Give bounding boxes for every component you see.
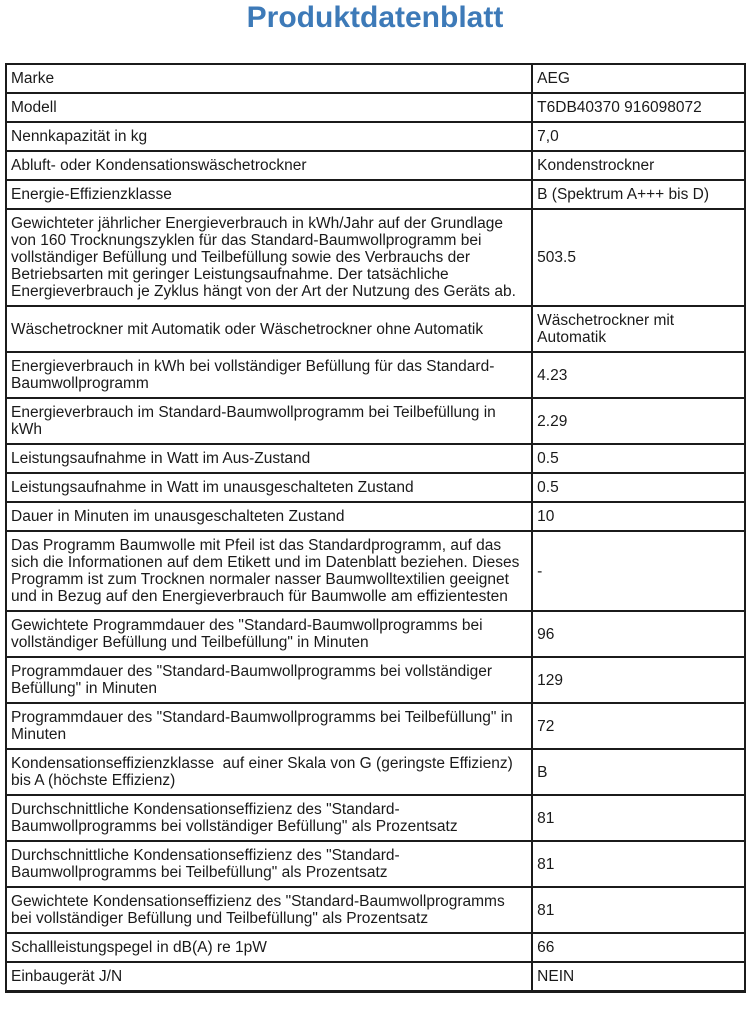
spec-label-cell: Leistungsaufnahme in Watt im unausgeschalteten Zustand <box>6 473 532 502</box>
spec-value-cell: 0.5 <box>532 444 745 473</box>
table-row <box>6 841 745 887</box>
spec-value-cell: AEG <box>532 64 745 93</box>
spec-label-cell: Einbaugerät J/N <box>6 962 532 992</box>
spec-label-cell: Durchschnittliche Kondensationseffizienz des "Standard-Baumwollprogramms bei Teilbefüllung" als Prozentsatz <box>6 841 532 887</box>
spec-value-cell: Wäschetrockner mit Automatik <box>532 306 745 352</box>
spec-value-cell: 4.23 <box>532 352 745 398</box>
table-row <box>6 93 745 122</box>
table-row <box>6 502 745 531</box>
spec-value-cell: 7,0 <box>532 122 745 151</box>
table-row <box>6 64 745 93</box>
table-row <box>6 749 745 795</box>
spec-value-cell: B (Spektrum A+++ bis D) <box>532 180 745 209</box>
spec-value-cell: 81 <box>532 841 745 887</box>
spec-label-cell: Leistungsaufnahme in Watt im Aus-Zustand <box>6 444 532 473</box>
table-row <box>6 122 745 151</box>
spec-value-cell: 81 <box>532 795 745 841</box>
table-row <box>6 151 745 180</box>
table-row <box>6 531 745 611</box>
spec-value-cell: 66 <box>532 933 745 962</box>
spec-label-cell: Energieverbrauch im Standard-Baumwollprogramm bei Teilbefüllung in kWh <box>6 398 532 444</box>
table-row <box>6 444 745 473</box>
table-row <box>6 209 745 306</box>
page-title: Produktdatenblatt <box>246 1 504 34</box>
table-row <box>6 887 745 933</box>
spec-label-cell: Programmdauer des "Standard-Baumwollprogramms bei vollständiger Befüllung" in Minuten <box>6 657 532 703</box>
spec-value-cell: 96 <box>532 611 745 657</box>
spec-value-cell: 0.5 <box>532 473 745 502</box>
spec-label-cell: Gewichteter jährlicher Energieverbrauch in kWh/Jahr auf der Grundlage von 160 Trocknungszyklen für das Standard-Baumwollprogramm bei vollständiger Befüllung und Teilbefüllung sowie des Verbrauchs der Betriebsarten mit geringer Leistungsaufnahme. Der tatsächliche Energieverbrauch je Zyklus hängt von der Art der Nutzung des Geräts ab. <box>6 209 532 306</box>
table-row <box>6 352 745 398</box>
table-row <box>6 306 745 352</box>
spec-label-cell: Energie-Effizienzklasse <box>6 180 532 209</box>
spec-label-cell: Modell <box>6 93 532 122</box>
spec-label-cell: Das Programm Baumwolle mit Pfeil ist das Standardprogramm, auf das sich die Informationen auf dem Etikett und im Datenblatt beziehen. Dieses Programm ist zum Trocknen normaler nasser Baumwolltextilien geeignet und in Bezug auf den Energieverbrauch für Baumwolle am effizientesten <box>6 531 532 611</box>
table-row <box>6 657 745 703</box>
spec-label-cell: Energieverbrauch in kWh bei vollständiger Befüllung für das Standard-Baumwollprogramm <box>6 352 532 398</box>
table-row <box>6 611 745 657</box>
spec-value-cell: 2.29 <box>532 398 745 444</box>
spec-value-cell: 81 <box>532 887 745 933</box>
spec-label-cell: Kondensationseffizienzklasse auf einer Skala von G (geringste Effizienz) bis A (höchste Effizienz) <box>6 749 532 795</box>
table-row <box>6 795 745 841</box>
spec-label-cell: Gewichtete Programmdauer des "Standard-Baumwollprogramms bei vollständiger Befüllung und Teilbefüllung" in Minuten <box>6 611 532 657</box>
spec-value-cell: NEIN <box>532 962 745 992</box>
spec-label-cell: Dauer in Minuten im unausgeschalteten Zustand <box>6 502 532 531</box>
spec-label-cell: Marke <box>6 64 532 93</box>
spec-label-cell: Gewichtete Kondensationseffizienz des "Standard-Baumwollprogramms bei vollständiger Befüllung und Teilbefüllung" als Prozentsatz <box>6 887 532 933</box>
spec-label-cell: Durchschnittliche Kondensationseffizienz des "Standard-Baumwollprogramms bei vollständiger Befüllung" als Prozentsatz <box>6 795 532 841</box>
spec-value-cell: 10 <box>532 502 745 531</box>
table-row <box>6 703 745 749</box>
spec-value-cell: 503.5 <box>532 209 745 306</box>
spec-label-cell: Abluft- oder Kondensationswäschetrockner <box>6 151 532 180</box>
spec-label-cell: Nennkapazität in kg <box>6 122 532 151</box>
table-row <box>6 180 745 209</box>
spec-label-cell: Schallleistungspegel in dB(A) re 1pW <box>6 933 532 962</box>
table-row <box>6 473 745 502</box>
table-row <box>6 398 745 444</box>
product-spec-table <box>5 63 746 993</box>
spec-label-cell: Wäschetrockner mit Automatik oder Wäschetrockner ohne Automatik <box>6 306 532 352</box>
product-table-body <box>6 64 745 992</box>
spec-value-cell: 129 <box>532 657 745 703</box>
table-row <box>6 933 745 962</box>
table-row <box>6 962 745 992</box>
spec-value-cell: B <box>532 749 745 795</box>
spec-label-cell: Programmdauer des "Standard-Baumwollprogramms bei Teilbefüllung" in Minuten <box>6 703 532 749</box>
spec-value-cell: T6DB40370 916098072 <box>532 93 745 122</box>
spec-value-cell: - <box>532 531 745 611</box>
spec-value-cell: 72 <box>532 703 745 749</box>
spec-value-cell: Kondenstrockner <box>532 151 745 180</box>
